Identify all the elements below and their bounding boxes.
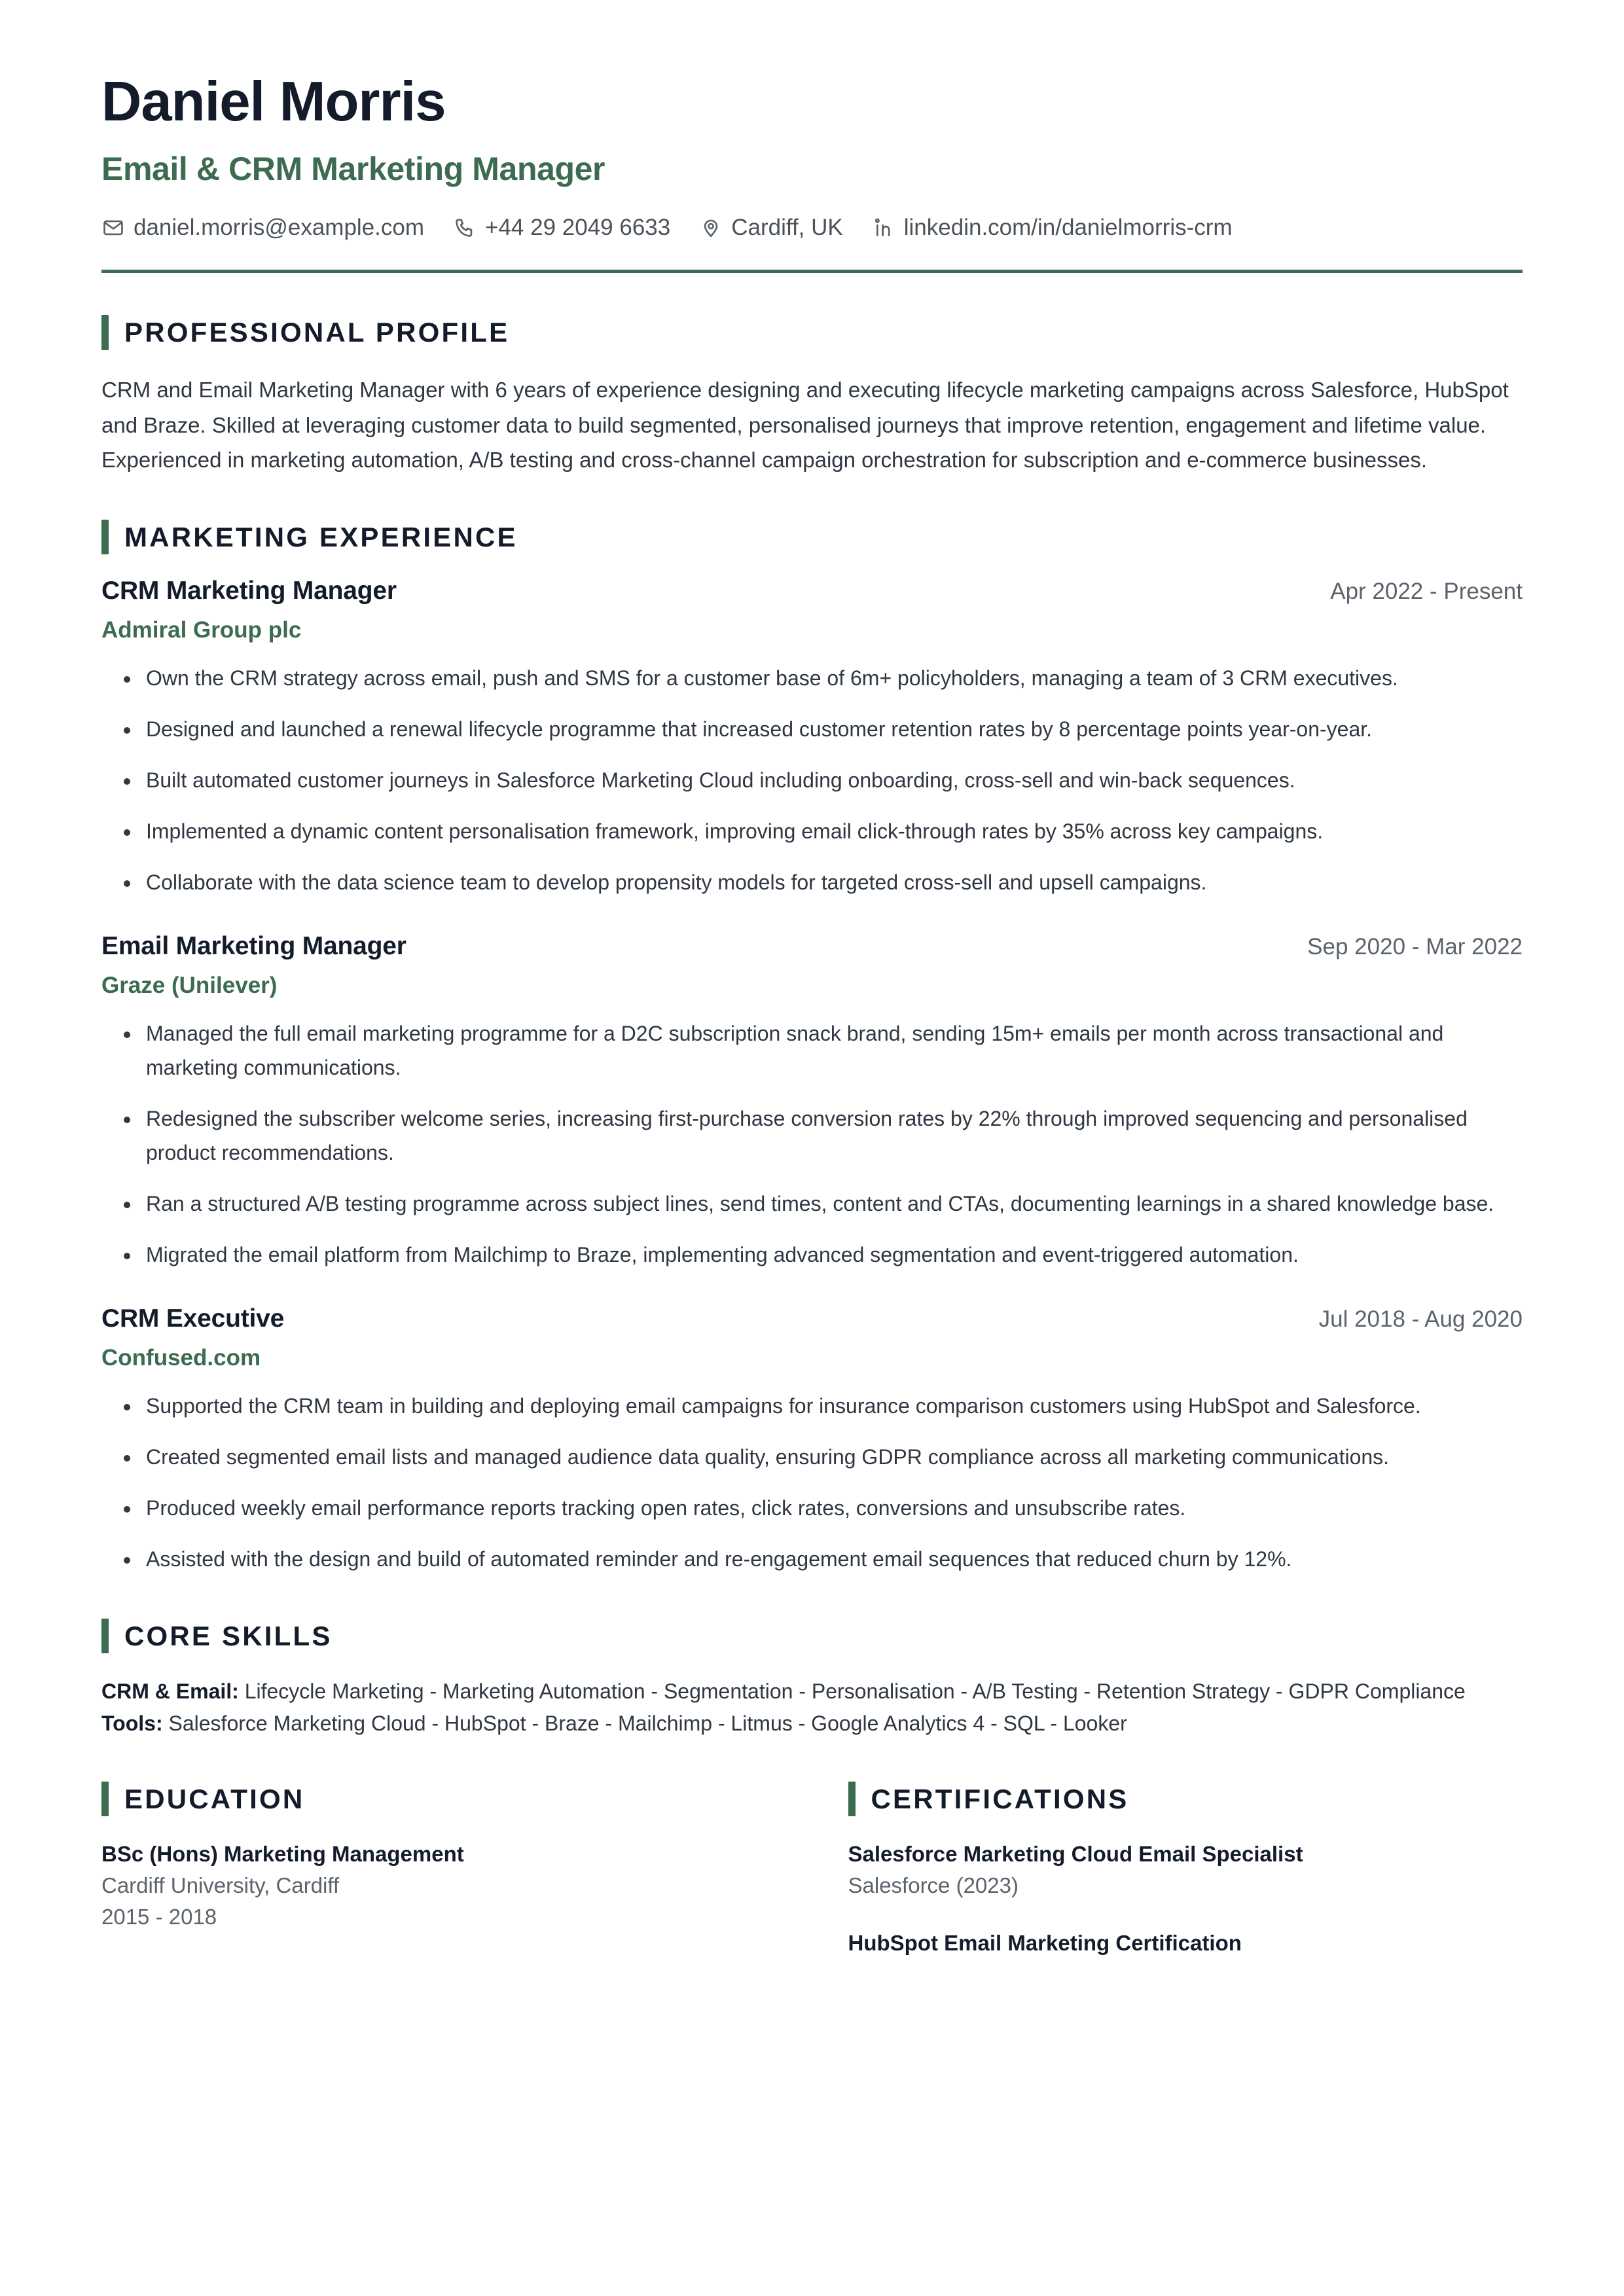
job-bullet: Implemented a dynamic content personalisation framework, improving email click-through rates by 35% across key campaigns.	[141, 815, 1523, 849]
job-company: Graze (Unilever)	[101, 973, 278, 999]
job-dates: Jul 2018 - Aug 2020	[1318, 1306, 1523, 1333]
experience-entry-header	[101, 577, 1523, 605]
skill-group-row	[101, 1708, 1523, 1740]
contact-location	[699, 215, 843, 241]
section-accent-bar	[101, 520, 109, 555]
profile-summary-text: CRM and Email Marketing Manager with 6 years of experience designing and executing lifecycle marketing campaigns across Salesforce, HubSpot and Braze. Skilled at leveraging customer data to build segmented, personalised journeys that improve retention, engagement and lifetime value. Experienced in marketing automation, A/B testing and cross-channel campaign orchestration for subscription and e-commerce businesses.	[101, 378, 1509, 473]
candidate-headline: Email & CRM Marketing Manager	[101, 151, 605, 188]
job-bullet-list	[101, 1017, 1523, 1272]
candidate-name: Daniel Morris	[101, 71, 446, 133]
contact-bar	[101, 215, 1523, 241]
job-bullet-list	[101, 662, 1523, 899]
certification-entry	[848, 1839, 1523, 1901]
section-heading	[101, 1782, 776, 1817]
section-heading	[101, 1619, 1523, 1654]
job-bullet: Collaborate with the data science team to develop propensity models for targeted cross-sell and upsell campaigns.	[141, 866, 1523, 900]
job-title: CRM Executive	[101, 1304, 285, 1333]
job-bullet-list	[101, 1390, 1523, 1576]
skill-group-value: Salesforce Marketing Cloud - HubSpot - Braze - Mailchimp - Litmus - Google Analytics 4 - SQL - Looker	[162, 1712, 1127, 1736]
experience-entry	[101, 1304, 1523, 1576]
section-marketing-experience	[101, 520, 1523, 1577]
section-title-skills: CORE SKILLS	[124, 1620, 333, 1651]
resume-header	[101, 73, 1523, 273]
section-title-certifications: CERTIFICATIONS	[871, 1783, 1129, 1814]
phone-icon	[453, 216, 477, 240]
skill-group-value: Lifecycle Marketing - Marketing Automation - Segmentation - Personalisation - A/B Testing - Retention Strategy - GDPR Compliance	[238, 1679, 1466, 1704]
section-heading	[101, 520, 1523, 555]
contact-email-text: daniel.morris@example.com	[134, 215, 425, 241]
skill-group-row	[101, 1676, 1523, 1708]
job-dates: Sep 2020 - Mar 2022	[1307, 934, 1523, 960]
section-heading	[848, 1782, 1523, 1817]
job-bullet: Built automated customer journeys in Salesforce Marketing Cloud including onboarding, cross-sell and win-back sequences.	[141, 764, 1523, 798]
contact-email[interactable]	[101, 215, 424, 241]
contact-phone-text: +44 29 2049 6633	[485, 215, 671, 241]
job-title: CRM Marketing Manager	[101, 577, 397, 605]
job-dates: Apr 2022 - Present	[1330, 579, 1523, 605]
contact-phone[interactable]	[453, 215, 670, 241]
job-bullet: Migrated the email platform from Mailchimp to Braze, implementing advanced segmentation and event-triggered automation.	[141, 1238, 1523, 1272]
section-accent-bar	[101, 315, 109, 350]
experience-entry	[101, 932, 1523, 1272]
job-bullet: Created segmented email lists and managed audience data quality, ensuring GDPR compliance across all marketing communications.	[141, 1441, 1523, 1475]
envelope-icon	[101, 216, 125, 240]
certification-issuer: Salesforce (2023)	[848, 1873, 1019, 1898]
section-professional-profile	[101, 315, 1523, 477]
job-bullet: Assisted with the design and build of automated reminder and re-engagement email sequences that reduced churn by 12%.	[141, 1543, 1523, 1577]
education-institution: Cardiff University, Cardiff	[101, 1873, 340, 1898]
linkedin-icon	[872, 216, 895, 240]
certification-name: HubSpot Email Marketing Certification	[848, 1931, 1242, 1956]
skill-group-label: CRM & Email:	[101, 1679, 239, 1704]
column-education	[101, 1782, 776, 1959]
bottom-columns	[101, 1782, 1523, 1959]
section-accent-bar	[848, 1782, 856, 1817]
column-certifications	[848, 1782, 1523, 1959]
experience-entry-header	[101, 932, 1523, 961]
skill-group-label: Tools:	[101, 1712, 163, 1736]
location-pin-icon	[699, 216, 723, 240]
education-dates: 2015 - 2018	[101, 1905, 217, 1929]
job-bullet: Redesigned the subscriber welcome series, increasing first-purchase conversion rates by 22% through improved sequencing and personalised product recommendations.	[141, 1102, 1523, 1170]
job-title: Email Marketing Manager	[101, 932, 406, 961]
job-bullet: Produced weekly email performance reports tracking open rates, click rates, conversions and unsubscribe rates.	[141, 1492, 1523, 1526]
job-company: Confused.com	[101, 1345, 261, 1371]
experience-entry	[101, 577, 1523, 899]
job-company: Admiral Group plc	[101, 617, 302, 643]
certification-entry	[848, 1928, 1523, 1959]
job-bullet: Own the CRM strategy across email, push and SMS for a customer base of 6m+ policyholders, managing a team of 3 CRM executives.	[141, 662, 1523, 696]
contact-linkedin[interactable]	[872, 215, 1233, 241]
contact-linkedin-text: linkedin.com/in/danielmorris-crm	[903, 215, 1233, 241]
section-accent-bar	[101, 1619, 109, 1654]
job-bullet: Ran a structured A/B testing programme across subject lines, send times, content and CTAs, documenting learnings in a shared knowledge base.	[141, 1187, 1523, 1221]
section-core-skills	[101, 1619, 1523, 1740]
education-entry	[101, 1839, 776, 1933]
education-degree: BSc (Hons) Marketing Management	[101, 1842, 464, 1867]
job-bullet: Managed the full email marketing programme for a D2C subscription snack brand, sending 15m+ emails per month across transactional and marketing communications.	[141, 1017, 1523, 1085]
header-divider	[101, 270, 1523, 273]
section-title-education: EDUCATION	[124, 1783, 305, 1814]
section-heading	[101, 315, 1523, 350]
job-bullet: Designed and launched a renewal lifecycle programme that increased customer retention rates by 8 percentage points year-on-year.	[141, 713, 1523, 747]
section-accent-bar	[101, 1782, 109, 1817]
section-title-experience: MARKETING EXPERIENCE	[124, 521, 518, 552]
experience-entry-header	[101, 1304, 1523, 1333]
contact-location-text: Cardiff, UK	[731, 215, 843, 241]
certification-name: Salesforce Marketing Cloud Email Specialist	[848, 1842, 1303, 1867]
job-bullet: Supported the CRM team in building and deploying email campaigns for insurance comparison customers using HubSpot and Salesforce.	[141, 1390, 1523, 1424]
section-title-profile: PROFESSIONAL PROFILE	[124, 317, 510, 348]
